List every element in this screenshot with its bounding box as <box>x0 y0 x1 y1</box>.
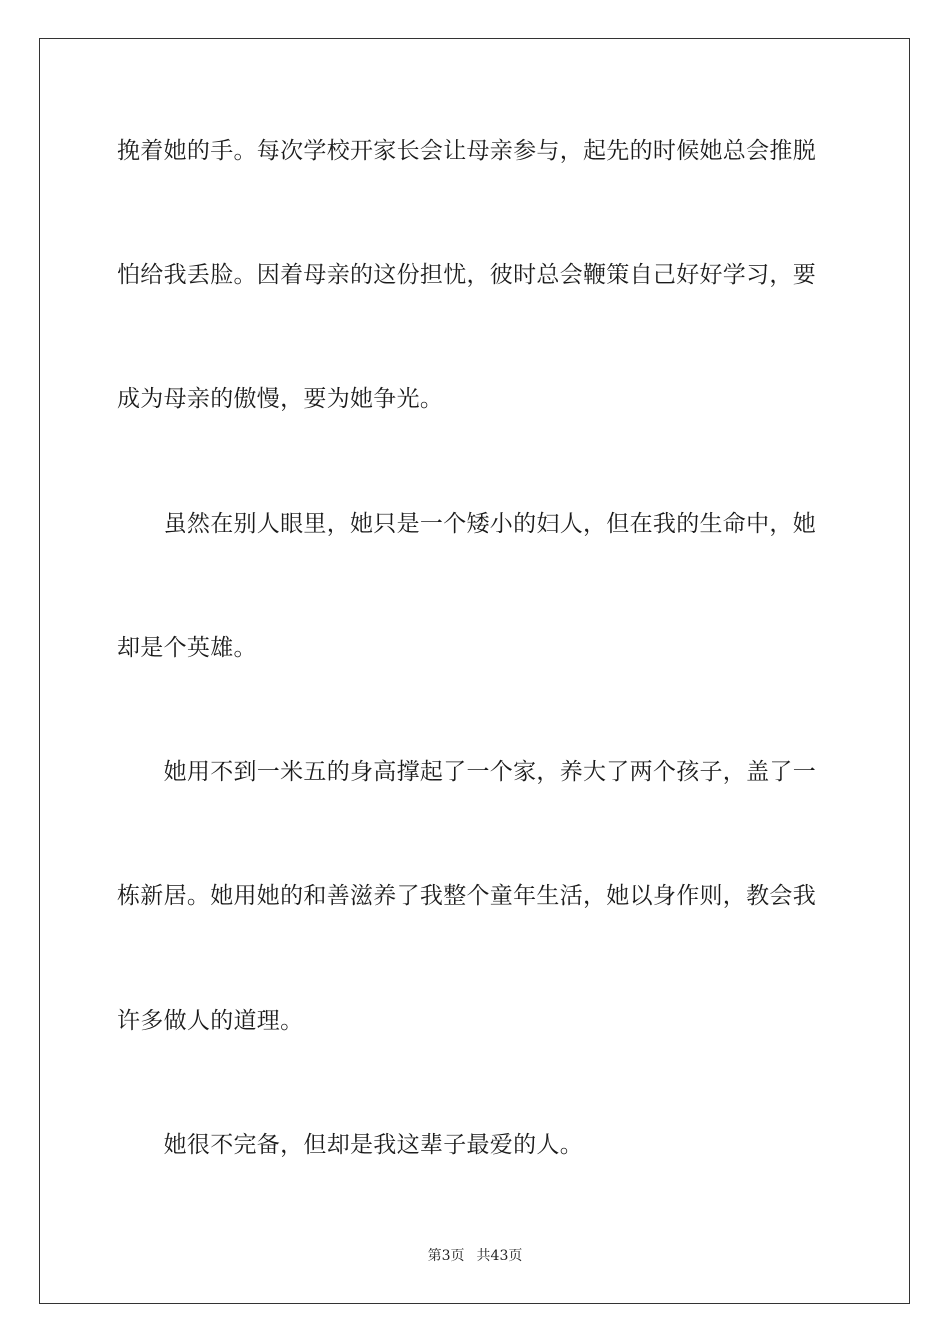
text-line: 成为母亲的傲慢，要为她争光。 <box>117 386 444 412</box>
text-line: 她很不完备，但却是我这辈子最爱的人。 <box>117 1132 583 1158</box>
text-line: 却是个英雄。 <box>117 635 257 661</box>
text-line: 怕给我丢脸。因着母亲的这份担忧，彼时总会鞭策自己好好学习，要 <box>117 262 816 288</box>
text-line: 虽然在别人眼里，她只是一个矮小的妇人，但在我的生命中，她 <box>117 511 816 537</box>
text-line: 她用不到一米五的身高撑起了一个家，养大了两个孩子，盖了一 <box>117 759 816 785</box>
page-total: 共43页 <box>476 1248 523 1264</box>
page-footer <box>0 1247 950 1265</box>
page-number: 第3页 <box>427 1248 465 1264</box>
text-line: 许多做人的道理。 <box>117 1008 304 1034</box>
text-line: 挽着她的手。每次学校开家长会让母亲参与，起先的时候她总会推脱 <box>117 138 816 164</box>
text-line: 栋新居。她用她的和善滋养了我整个童年生活，她以身作则，教会我 <box>117 883 816 909</box>
page-frame <box>39 38 910 1304</box>
